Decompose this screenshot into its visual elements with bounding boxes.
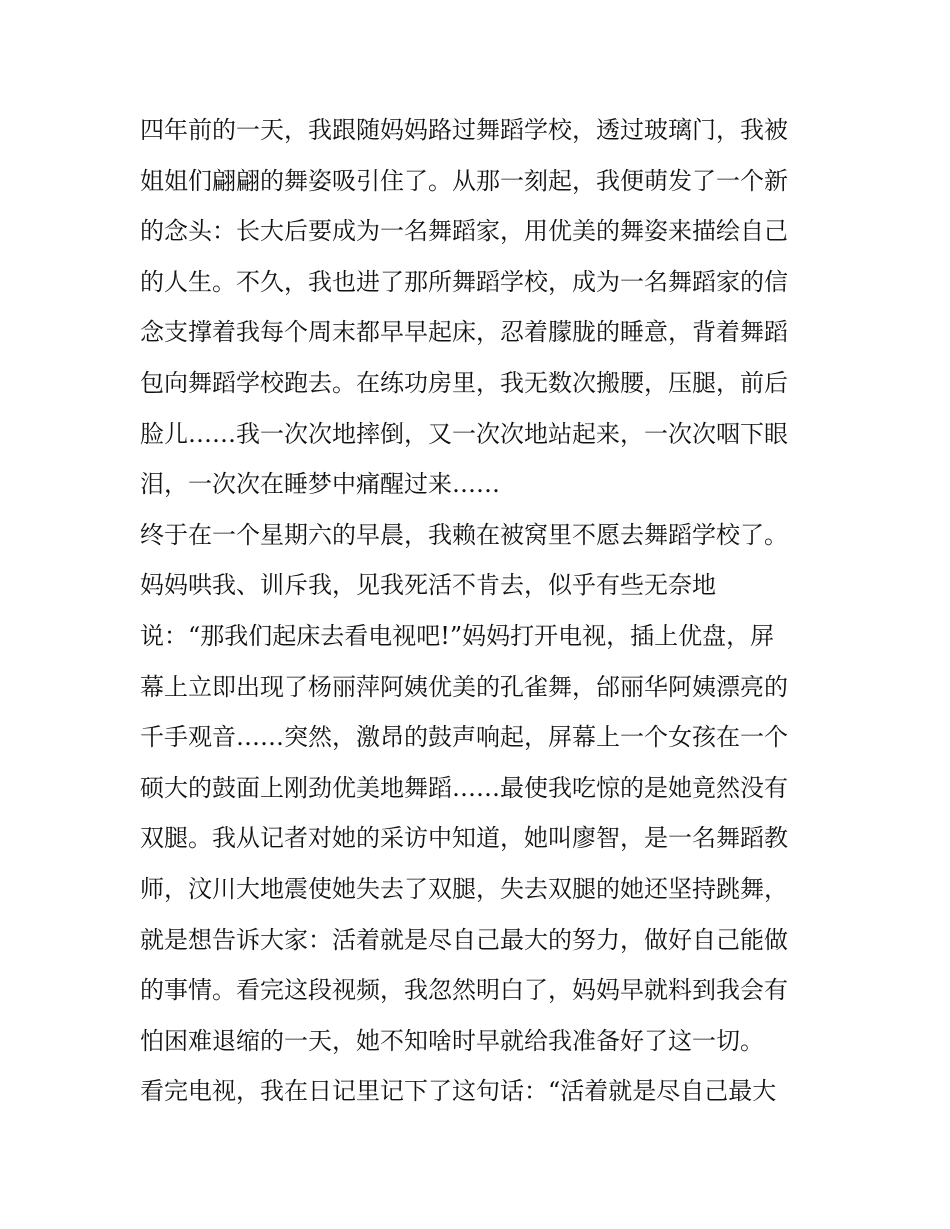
text-line: 终于在一个星期六的早晨，我赖在被窝里不愿去舞蹈学校了。 bbox=[140, 520, 788, 549]
text-line: 姐姐们翩翩的舞姿吸引住了。从那一刻起，我便萌发了一个新 bbox=[140, 166, 788, 195]
text-line: 泪，一次次在睡梦中痛醒过来…… bbox=[140, 470, 500, 499]
text-line: 双腿。我从记者对她的采访中知道，她叫廖智，是一名舞蹈教 bbox=[140, 824, 788, 853]
text-line: 看完电视，我在日记里记下了这句话：“活着就是尽自己最大 bbox=[140, 1077, 777, 1106]
text-line: 的人生。不久，我也进了那所舞蹈学校，成为一名舞蹈家的信 bbox=[140, 267, 788, 296]
text-line: 就是想告诉大家：活着就是尽自己最大的努力，做好自己能做 bbox=[140, 925, 788, 954]
text-line: 念支撑着我每个周末都早早起床，忍着朦胧的睡意，背着舞蹈 bbox=[140, 318, 788, 347]
text-line: 妈妈哄我、训斥我，见我死活不肯去，似乎有些无奈地 bbox=[140, 571, 716, 600]
text-line: 的事情。看完这段视频，我忽然明白了，妈妈早就料到我会有 bbox=[140, 976, 788, 1005]
text-line: 硕大的鼓面上刚劲优美地舞蹈……最使我吃惊的是她竟然没有 bbox=[140, 773, 788, 802]
text-line: 说：“那我们起床去看电视吧!”妈妈打开电视，插上优盘，屏 bbox=[140, 621, 775, 650]
text-line: 包向舞蹈学校跑去。在练功房里，我无数次搬腰，压腿，前后 bbox=[140, 368, 788, 397]
text-line: 幕上立即出现了杨丽萍阿姨优美的孔雀舞，邰丽华阿姨漂亮的 bbox=[140, 672, 788, 701]
text-line: 的念头：长大后要成为一名舞蹈家，用优美的舞姿来描绘自己 bbox=[140, 217, 788, 246]
body-text bbox=[140, 105, 820, 1117]
text-line: 千手观音……突然，激昂的鼓声响起，屏幕上一个女孩在一个 bbox=[140, 723, 788, 752]
text-line: 师，汶川大地震使她失去了双腿，失去双腿的她还坚持跳舞， bbox=[140, 874, 788, 903]
text-line: 脸儿……我一次次地摔倒，又一次次地站起来，一次次咽下眼 bbox=[140, 419, 788, 448]
text-line: 怕困难退缩的一天，她不知啥时早就给我准备好了这一切。 bbox=[140, 1026, 764, 1055]
text-line: 四年前的一天，我跟随妈妈路过舞蹈学校，透过玻璃门，我被 bbox=[140, 116, 788, 144]
